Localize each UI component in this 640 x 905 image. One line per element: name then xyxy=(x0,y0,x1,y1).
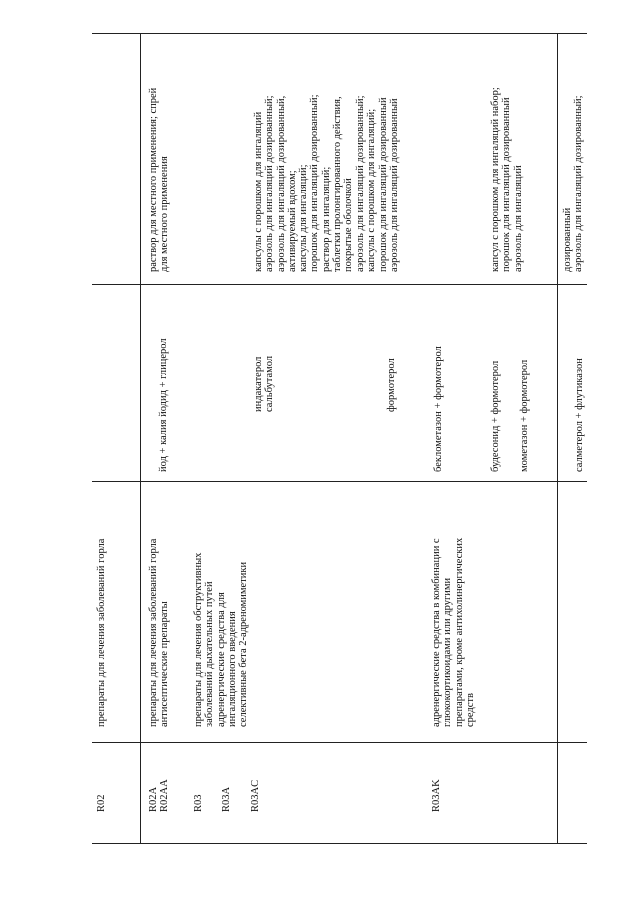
drug-mometasone: мометазон + формотерол xyxy=(519,359,530,472)
bottom-rule xyxy=(92,843,587,844)
row-divider-drugs xyxy=(92,284,587,285)
name-r03-group: препараты для лечения обструктивных заболеваний дыхательных путей адренергические средства для ингаляционного введения селективные бета 2-адреномиметики xyxy=(193,552,250,727)
drug-budesonide: будесонид + формотерол xyxy=(490,360,501,472)
name-r03ak: адренергические средства в комбинации с глюкокортикоидами или другими препаратами, кроме антихолинергических средств xyxy=(431,537,476,727)
forms-formoterol: аэрозоль для ингаляций дозированный; капсулы с порошком для ингаляций; порошок для ингаляций дозированный аэрозоль для ингаляций дозированный xyxy=(355,95,400,272)
code-r03ac: R03AC xyxy=(250,779,261,812)
name-r02-group: препараты для лечения заболеваний горла антисептические препараты xyxy=(148,538,171,727)
col-divider-2 xyxy=(557,33,558,843)
name-r02: препараты для лечения заболеваний горла xyxy=(96,538,107,727)
row-divider-codes xyxy=(92,742,587,743)
drug-indacaterol: индакатерол сальбутамол xyxy=(253,355,276,412)
forms-iodine: раствор для местного применения; спрей для местного применения xyxy=(148,87,171,272)
code-r02: R02 xyxy=(96,794,107,812)
drug-beclometasone: беклометазон + формотерол xyxy=(433,346,444,472)
col-divider-1 xyxy=(140,33,141,843)
drug-salmeterol: салметерол + флутиказон xyxy=(574,358,585,472)
code-r03: R03 xyxy=(193,794,204,812)
top-rule xyxy=(92,33,587,34)
drug-iodine: йод + калия йодид + глицерол xyxy=(158,338,169,472)
code-r02a: R02A R02AA xyxy=(148,779,171,812)
drug-formoterol: формотерол xyxy=(386,358,397,412)
row-divider-names xyxy=(92,481,587,482)
forms-budesonide: капсул с порошком для ингаляций набор; порошок для ингаляций дозированный аэрозоль для ингаляций xyxy=(490,87,524,272)
code-r03a: R03A xyxy=(221,786,232,812)
forms-indacaterol: капсулы с порошком для ингаляций аэрозоль для ингаляций дозированный; аэрозоль для ингаляций дозированный, активируемый вдохом; капсулы для ингаляций; порошок для ингаляций дозированный; раствор для ингаляций; таблетки пролонгированного действия, покрытые оболочкой xyxy=(253,94,355,272)
forms-salmeterol: дозированный аэрозоль для ингаляций дозированный; xyxy=(562,95,585,272)
code-r03ak: R03AK xyxy=(431,779,442,812)
